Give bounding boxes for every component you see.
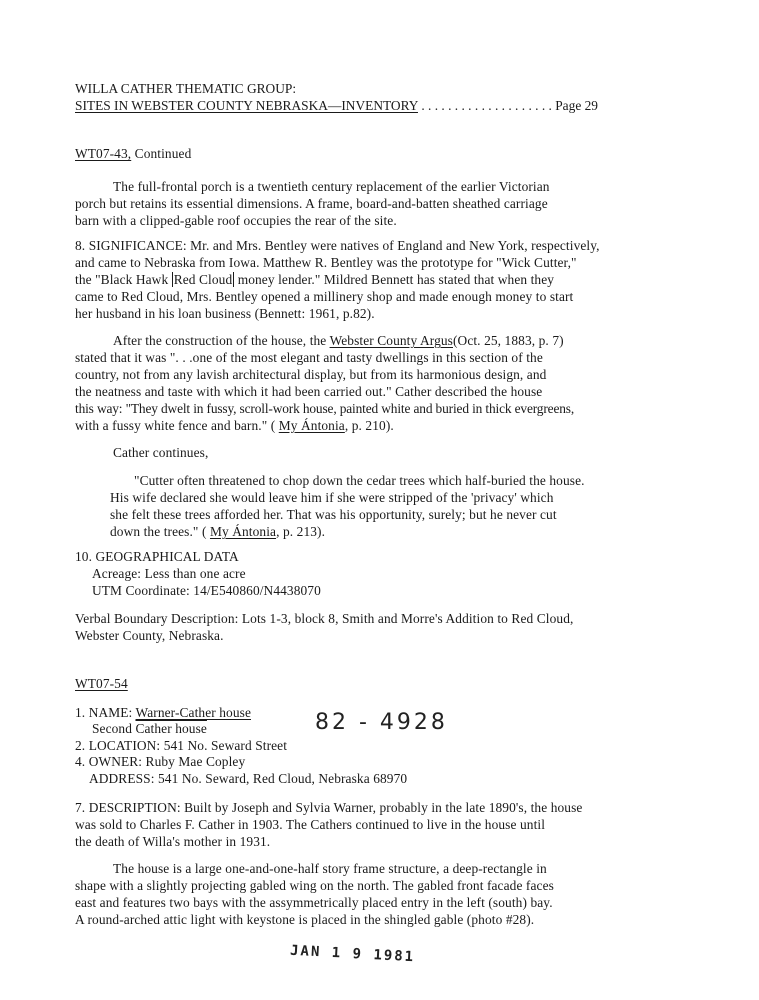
name-line xyxy=(75,704,251,721)
wt0743-continued: Continued xyxy=(131,146,192,161)
header-inventory-line xyxy=(75,97,598,114)
second-name-line xyxy=(92,720,207,737)
porch-para-line-3: barn with a clipped-gable roof occupies the rear of the site. xyxy=(75,213,397,228)
wt0743-heading xyxy=(75,145,191,162)
description-line-1: 7. DESCRIPTION: Built by Joseph and Sylvia Warner, probably in the late 1890's, the house xyxy=(75,800,583,815)
argus-para-line-5: this way: "They dwelt in fussy, scroll-work house, painted white and buried in thick evergreens, xyxy=(75,401,575,416)
header-sites-title: SITES IN WEBSTER COUNTY NEBRASKA—INVENTORY xyxy=(75,98,418,113)
significance-l3-a: the "Black Hawk xyxy=(75,272,172,287)
quote-line-4 xyxy=(110,523,325,540)
red-cloud-bracketed: Red Cloud xyxy=(173,272,233,287)
wt0754-heading xyxy=(75,675,128,692)
verbal-boundary-line-1: Verbal Boundary Description: Lots 1-3, block 8, Smith and Morre's Addition to Red Cloud, xyxy=(75,611,574,626)
description-line-2: was sold to Charles F. Cather in 1903. The Cathers continued to live in the house until xyxy=(75,817,546,832)
significance-line-1: 8. SIGNIFICANCE: Mr. and Mrs. Bentley were natives of England and New York, respectively, xyxy=(75,238,600,253)
second-name-b: Cather house xyxy=(135,721,207,736)
geographical-data-title: 10. GEOGRAPHICAL DATA xyxy=(75,549,239,564)
wt0743-id: WT07-43, xyxy=(75,146,132,161)
argus-para-line-1 xyxy=(113,332,564,349)
significance-line-3 xyxy=(75,271,554,288)
my-antonia-ref-1: My Ántonia xyxy=(278,418,345,433)
my-antonia-ref-2: My Ántonia xyxy=(209,524,277,539)
argus-para-line-4: the neatness and taste with which it had been carried out." Cather described the house xyxy=(75,384,543,399)
address: ADDRESS: 541 No. Seward, Red Cloud, Nebraska 68970 xyxy=(89,771,408,786)
porch-para-line-2: porch but retains its essential dimensions. A frame, board-and-batten sheathed carriage xyxy=(75,196,548,211)
argus-l6-a: with a fussy white fence and barn." ( xyxy=(75,418,279,433)
page-number: Page 29 xyxy=(555,98,599,113)
quote-line-2: His wife declared she would leave him if she were stripped of the 'privacy' which xyxy=(110,490,554,505)
argus-l1-a: After the construction of the house, the xyxy=(113,333,330,348)
name-value: Warner-Cather house xyxy=(135,705,251,720)
utm-coordinate: UTM Coordinate: 14/E540860/N4438070 xyxy=(92,583,321,598)
quote-l4-a: down the trees." ( xyxy=(110,524,210,539)
header-group-title: WILLA CATHER THEMATIC GROUP: xyxy=(75,81,297,96)
significance-line-5: her husband in his loan business (Bennett: 1961, p.82). xyxy=(75,306,375,321)
cather-continues: Cather continues, xyxy=(113,445,209,460)
quote-line-3: she felt these trees afforded her. That was his opportunity, surely; but he never cut xyxy=(110,507,557,522)
house-para-line-4: A round-arched attic light with keystone is placed in the shingled gable (photo #28). xyxy=(75,912,535,927)
significance-line-4: came to Red Cloud, Mrs. Bentley opened a millinery shop and made enough money to start xyxy=(75,289,574,304)
handwritten-reference-number: 82 - 4928 xyxy=(315,710,448,735)
description-line-3: the death of Willa's mother in 1931. xyxy=(75,834,271,849)
house-para-line-1: The house is a large one-and-one-half story frame structure, a deep-rectangle in xyxy=(113,861,547,876)
acreage: Acreage: Less than one acre xyxy=(92,566,246,581)
house-para-line-3: east and features two bays with the assymmetrically placed entry in the left (south) bay. xyxy=(75,895,553,910)
argus-para-line-6 xyxy=(75,417,394,434)
webster-county-argus: Webster County Argus xyxy=(329,333,453,348)
argus-l1-c: (Oct. 25, 1883, p. 7) xyxy=(452,333,564,348)
argus-para-line-2: stated that it was ". . .one of the most elegant and tasty dwellings in this section of the xyxy=(75,350,543,365)
second-name-a: Second xyxy=(92,721,136,736)
verbal-boundary-line-2: Webster County, Nebraska. xyxy=(75,628,224,643)
header-leader-dots: . . . . . . . . . . . . . . . . . . . . xyxy=(417,98,556,113)
name-label: 1. NAME: xyxy=(75,705,136,720)
quote-l4-c: , p. 213). xyxy=(276,524,326,539)
wt0754-id: WT07-54 xyxy=(75,676,128,691)
significance-line-2: and came to Nebraska from Iowa. Matthew R. Bentley was the prototype for "Wick Cutter," xyxy=(75,255,577,270)
owner: 4. OWNER: Ruby Mae Copley xyxy=(75,754,246,769)
location: 2. LOCATION: 541 No. Seward Street xyxy=(75,738,288,753)
significance-l3-c: money lender." Mildred Bennett has stated that when they xyxy=(234,272,555,287)
quote-line-1: "Cutter often threatened to chop down the cedar trees which half-buried the house. xyxy=(134,473,585,488)
argus-para-line-3: country, not from any lavish architectural display, but from its harmonious design, and xyxy=(75,367,547,382)
date-received-stamp: JAN 1 9 1981 xyxy=(289,942,416,966)
house-para-line-2: shape with a slightly projecting gabled wing on the north. The gabled front facade faces xyxy=(75,878,554,893)
porch-para-line-1: The full-frontal porch is a twentieth century replacement of the earlier Victorian xyxy=(113,179,550,194)
argus-l6-c: , p. 210). xyxy=(344,418,394,433)
